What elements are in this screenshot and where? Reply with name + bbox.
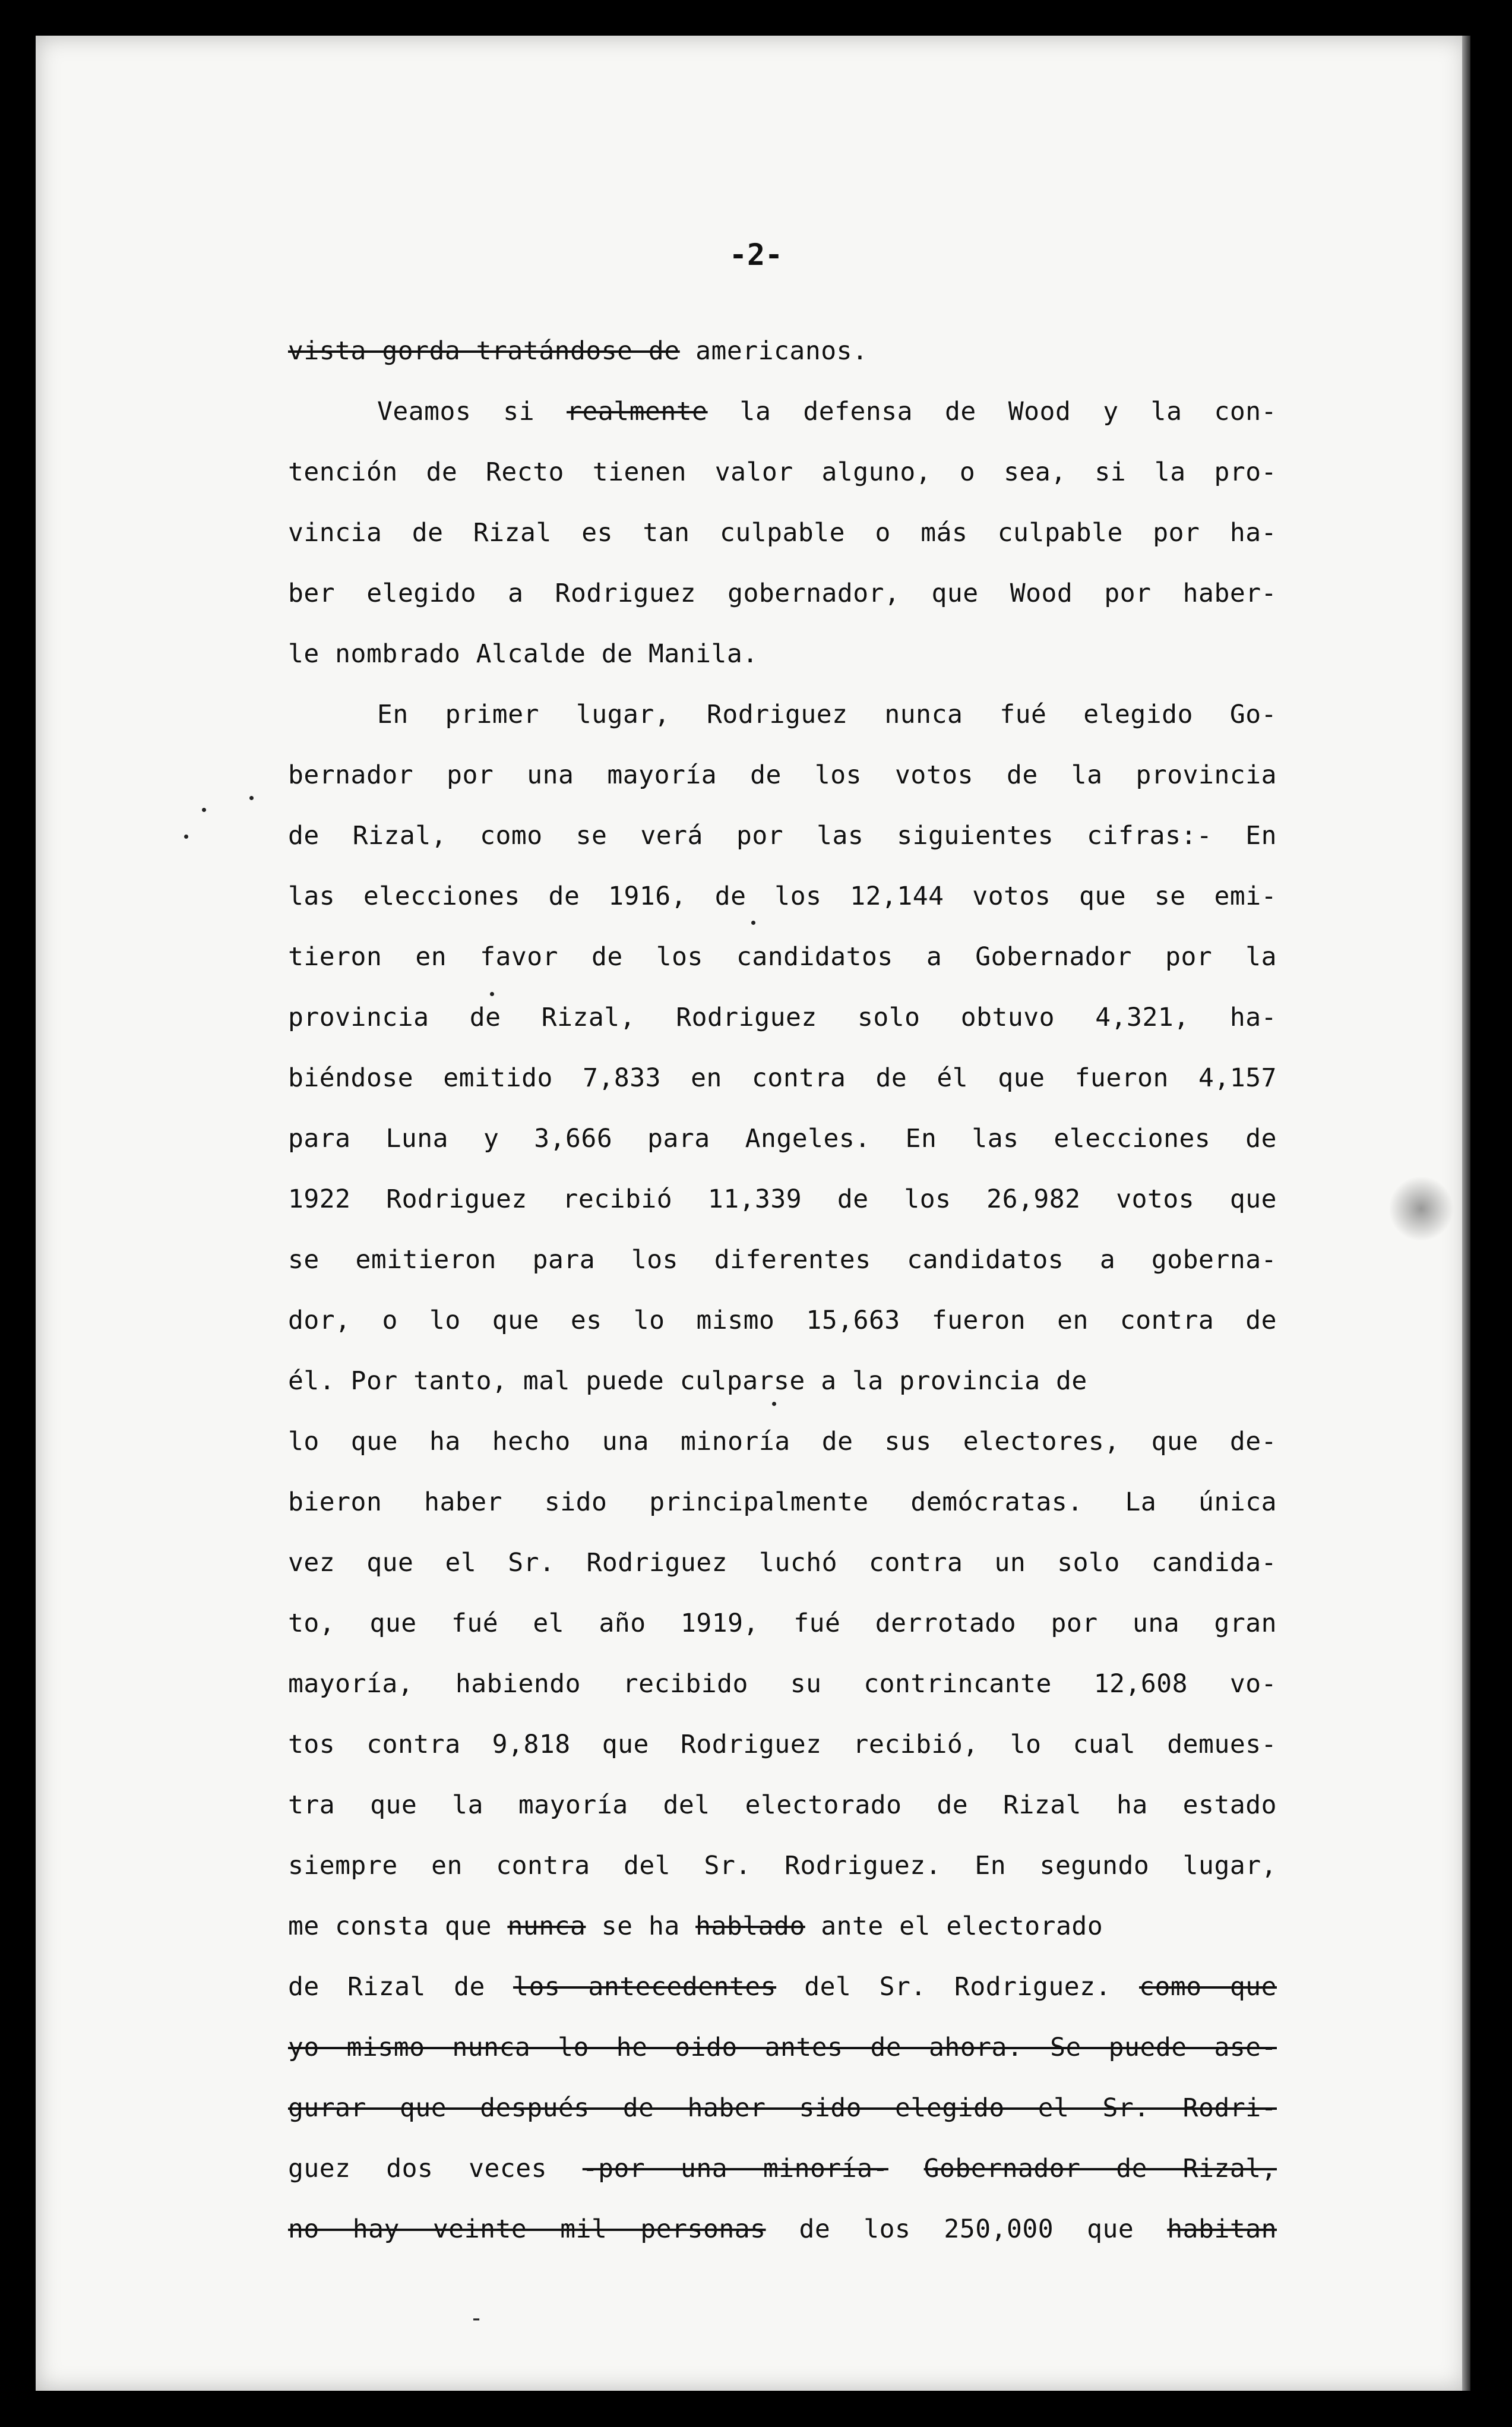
- text-line: provincia de Rizal, Rodriguez solo obtuvo 4,321, ha-: [288, 1003, 1277, 1032]
- text-line: él. Por tanto, mal puede culparse a la provincia de: [288, 1366, 1087, 1396]
- struck-text: realmente: [567, 397, 708, 426]
- text-line: Veamos si realmente la defensa de Wood y la con-: [377, 397, 1277, 426]
- struck-text: yo mismo nunca lo he oido antes de ahora. Se puede ase-: [288, 2033, 1277, 2062]
- text-line: vista gorda tratándose de americanos.: [288, 336, 868, 366]
- text-line: le nombrado Alcalde de Manila.: [288, 639, 758, 669]
- dust-speck: [751, 921, 755, 925]
- text-line: dor, o lo que es lo mismo 15,663 fueron en contra de: [288, 1306, 1277, 1335]
- text-line: se emitieron para los diferentes candidatos a goberna-: [288, 1245, 1277, 1275]
- typed-letter-body: [288, 321, 1277, 2259]
- page-number: -2-: [729, 238, 783, 272]
- text-line: ber elegido a Rodriguez gobernador, que Wood por haber-: [288, 579, 1277, 608]
- struck-text: Gobernador de Rizal,: [923, 2154, 1277, 2183]
- dust-speck: [184, 835, 188, 839]
- dust-speck: [490, 992, 494, 996]
- text-line: bieron haber sido principalmente demócratas. La única: [288, 1487, 1277, 1517]
- text-line: [288, 2017, 1277, 2078]
- text-line: de Rizal de los antecedentes del Sr. Rodriguez. como que: [288, 1972, 1277, 2002]
- text-line: lo que ha hecho una minoría de sus electores, que de-: [288, 1427, 1277, 1456]
- struck-text: gurar que después de haber sido elegido el Sr. Rodri-: [288, 2093, 1277, 2123]
- struck-text: -por una minoría-: [582, 2154, 888, 2183]
- dust-speck: [202, 808, 206, 812]
- page-edge-shadow: [1462, 36, 1470, 2391]
- text-line: to, que fué el año 1919, fué derrotado por una gran: [288, 1608, 1277, 1638]
- text-line: tos contra 9,818 que Rodriguez recibió, lo cual demues-: [288, 1730, 1277, 1759]
- text-line: bernador por una mayoría de los votos de la provincia: [288, 760, 1277, 790]
- struck-text: hablado: [695, 1911, 805, 1941]
- text-line: guez dos veces -por una minoría- Gobernador de Rizal,: [288, 2154, 1277, 2183]
- text-line: las elecciones de 1916, de los 12,144 votos que se emi-: [288, 881, 1277, 911]
- text-line: no hay veinte mil personas de los 250,000 que habitan: [288, 2214, 1277, 2244]
- footer-mark: -: [469, 2305, 484, 2332]
- text-line: biéndose emitido 7,833 en contra de él que fueron 4,157: [288, 1063, 1277, 1093]
- dust-speck: [249, 796, 254, 800]
- text-line: tieron en favor de los candidatos a Gobernador por la: [288, 942, 1277, 972]
- ink-smudge: [1388, 1176, 1454, 1241]
- text-line: tra que la mayoría del electorado de Rizal ha estado: [288, 1790, 1277, 1820]
- struck-text: los antecedentes: [513, 1972, 777, 2002]
- text-line: En primer lugar, Rodriguez nunca fué elegido Go-: [377, 700, 1277, 729]
- struck-text: vista gorda tratándose de: [288, 336, 680, 366]
- struck-text: como que: [1139, 1972, 1277, 2002]
- text-line: vincia de Rizal es tan culpable o más culpable por ha-: [288, 518, 1277, 548]
- dust-speck: [772, 1402, 776, 1406]
- struck-text: nunca: [507, 1911, 586, 1941]
- text-line: me consta que nunca se ha hablado ante el electorado: [288, 1911, 1103, 1941]
- text-line: para Luna y 3,666 para Angeles. En las elecciones de: [288, 1124, 1277, 1154]
- text-line: tención de Recto tienen valor alguno, o sea, si la pro-: [288, 457, 1277, 487]
- text-line: vez que el Sr. Rodriguez luchó contra un solo candida-: [288, 1548, 1277, 1578]
- text-line: [288, 2078, 1277, 2138]
- struck-text: no hay veinte mil personas: [288, 2214, 766, 2244]
- text-line: mayoría, habiendo recibido su contrincante 12,608 vo-: [288, 1669, 1277, 1699]
- text-line: 1922 Rodriguez recibió 11,339 de los 26,982 votos que: [288, 1184, 1277, 1214]
- struck-text: habitan: [1167, 2214, 1277, 2244]
- text-line: de Rizal, como se verá por las siguientes cifras:- En: [288, 821, 1277, 851]
- text-line: siempre en contra del Sr. Rodriguez. En segundo lugar,: [288, 1851, 1277, 1881]
